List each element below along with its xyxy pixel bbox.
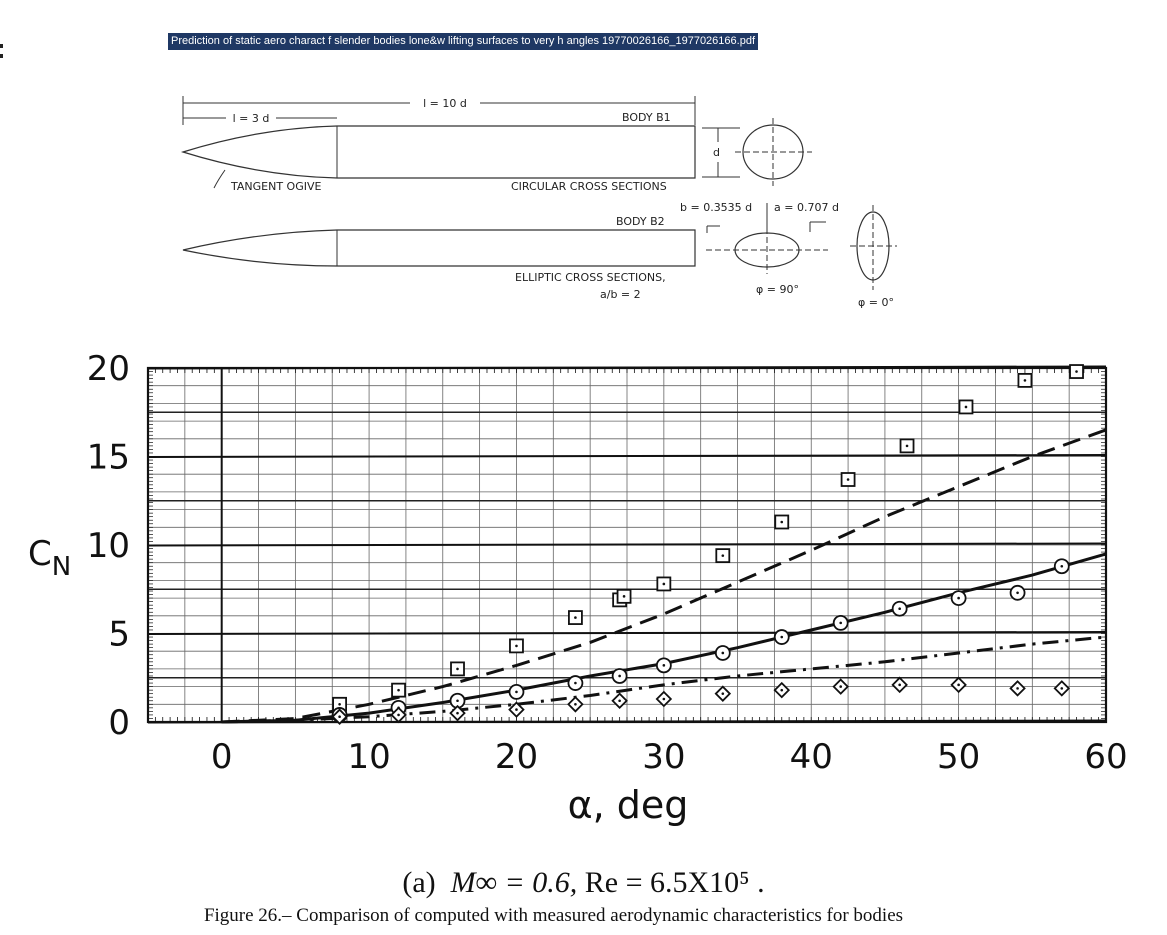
- marker-measured-square: [775, 515, 788, 528]
- marker-center-dot: [898, 684, 901, 687]
- marker-center-dot: [663, 698, 666, 701]
- marker-measured-diamond: [716, 687, 730, 701]
- x-tick-label: 30: [642, 737, 686, 777]
- y-tick-label: 5: [108, 614, 130, 655]
- marker-measured-circle: [613, 669, 627, 683]
- marker-measured-square: [1070, 365, 1083, 378]
- marker-center-dot: [1075, 370, 1078, 373]
- x-tick-label: 20: [494, 737, 539, 777]
- x-tick-label: 50: [936, 737, 981, 777]
- marker-measured-square: [842, 473, 855, 486]
- marker-measured-diamond: [657, 692, 671, 706]
- marker-measured-square: [451, 662, 464, 675]
- marker-center-dot: [1060, 565, 1063, 568]
- marker-center-dot: [1024, 379, 1027, 382]
- marker-center-dot: [623, 595, 626, 598]
- body1-section-label: CIRCULAR CROSS SECTIONS: [511, 180, 667, 193]
- marker-center-dot: [456, 668, 459, 671]
- marker-center-dot: [574, 682, 577, 685]
- marker-measured-diamond: [613, 694, 627, 708]
- marker-center-dot: [1016, 591, 1019, 594]
- phi90-label: φ = 90°: [756, 283, 799, 296]
- marker-measured-circle: [657, 658, 671, 672]
- dim-nose-label: l = 3 d: [232, 112, 270, 125]
- marker-center-dot: [957, 597, 960, 600]
- marker-measured-circle: [568, 676, 582, 690]
- dim-total-label: l = 10 d: [423, 97, 467, 110]
- figure-caption: Figure 26.– Comparison of computed with measured aerodynamic characteristics for bodies: [203, 905, 904, 926]
- marker-center-dot: [515, 645, 518, 648]
- marker-measured-circle: [1055, 559, 1069, 573]
- y-tick-label: 10: [86, 526, 130, 566]
- marker-center-dot: [397, 689, 400, 692]
- subfigure-caption: [0, 866, 1167, 900]
- y-tick-label: 15: [86, 437, 130, 478]
- body2-ratio-label: a/b = 2: [600, 288, 641, 301]
- y-tick-label: 0: [108, 703, 130, 743]
- x-tick-label: 0: [210, 737, 233, 777]
- marker-center-dot: [839, 622, 842, 625]
- body2-section-label: ELLIPTIC CROSS SECTIONS,: [515, 271, 666, 284]
- marker-center-dot: [780, 689, 783, 692]
- marker-center-dot: [957, 684, 960, 687]
- marker-center-dot: [397, 714, 400, 717]
- marker-measured-diamond: [952, 678, 966, 692]
- marker-measured-diamond: [1011, 681, 1025, 695]
- dim-b-label: b = 0.3535 d: [680, 201, 753, 214]
- marker-center-dot: [338, 715, 341, 718]
- marker-center-dot: [780, 521, 783, 524]
- marker-measured-circle: [716, 646, 730, 660]
- marker-measured-circle: [1011, 586, 1025, 600]
- marker-measured-square: [716, 549, 729, 562]
- x-axis-label: α, deg: [567, 783, 689, 827]
- marker-measured-circle: [952, 591, 966, 605]
- marker-measured-square: [657, 577, 670, 590]
- marker-center-dot: [338, 703, 341, 706]
- phi0-label: φ = 0°: [858, 296, 894, 309]
- marker-measured-diamond: [834, 680, 848, 694]
- marker-center-dot: [618, 699, 621, 702]
- marker-center-dot: [618, 675, 621, 678]
- marker-measured-diamond: [775, 683, 789, 697]
- marker-center-dot: [574, 616, 577, 619]
- body2-label: BODY B2: [616, 215, 665, 228]
- document-title: Prediction of static aero charact f slender bodies lone&w lifting surfaces to very h angles 19770026166_1977026166.pdf: [168, 33, 758, 50]
- marker-measured-square: [392, 684, 405, 697]
- marker-center-dot: [515, 691, 518, 694]
- marker-measured-circle: [834, 616, 848, 630]
- marker-center-dot: [456, 699, 459, 702]
- marker-center-dot: [839, 685, 842, 688]
- marker-center-dot: [1016, 687, 1019, 690]
- y-axis-label: $C_N$: [28, 534, 72, 582]
- marker-measured-diamond: [1055, 681, 1069, 695]
- marker-measured-square: [1018, 374, 1031, 387]
- marker-measured-square: [959, 400, 972, 413]
- marker-center-dot: [780, 636, 783, 639]
- chart-axis-labels: [28, 534, 688, 827]
- marker-center-dot: [663, 583, 666, 586]
- marker-center-dot: [906, 445, 909, 448]
- marker-measured-square: [510, 639, 523, 652]
- marker-center-dot: [722, 652, 725, 655]
- x-tick-label: 60: [1084, 737, 1128, 777]
- marker-center-dot: [1060, 687, 1063, 690]
- marker-measured-square: [901, 439, 914, 452]
- marker-center-dot: [663, 664, 666, 667]
- marker-measured-diamond: [893, 678, 907, 692]
- diameter-label: d: [713, 146, 720, 159]
- condition-mach: M∞ = 0.6,: [450, 866, 578, 899]
- body1-label: BODY B1: [622, 111, 671, 124]
- x-tick-label: 10: [347, 737, 391, 777]
- x-tick-label: 40: [789, 737, 833, 777]
- marker-measured-square: [569, 611, 582, 624]
- marker-center-dot: [722, 554, 725, 557]
- marker-center-dot: [574, 703, 577, 706]
- marker-measured-circle: [775, 630, 789, 644]
- marker-measured-circle: [893, 602, 907, 616]
- marker-center-dot: [898, 607, 901, 610]
- marker-center-dot: [847, 478, 850, 481]
- dim-a-label: a = 0.707 d: [774, 201, 839, 214]
- marker-measured-diamond: [568, 697, 582, 711]
- marker-center-dot: [722, 692, 725, 695]
- nose-label: TANGENT OGIVE: [231, 180, 322, 193]
- marker-center-dot: [965, 406, 968, 409]
- condition-re: Re = 6.5X10⁵ .: [584, 866, 765, 899]
- marker-center-dot: [515, 708, 518, 711]
- marker-measured-circle: [509, 685, 523, 699]
- marker-measured-square: [618, 590, 631, 603]
- subfigure-label: (a): [402, 866, 436, 899]
- marker-center-dot: [456, 712, 459, 715]
- y-tick-label: 20: [86, 349, 130, 389]
